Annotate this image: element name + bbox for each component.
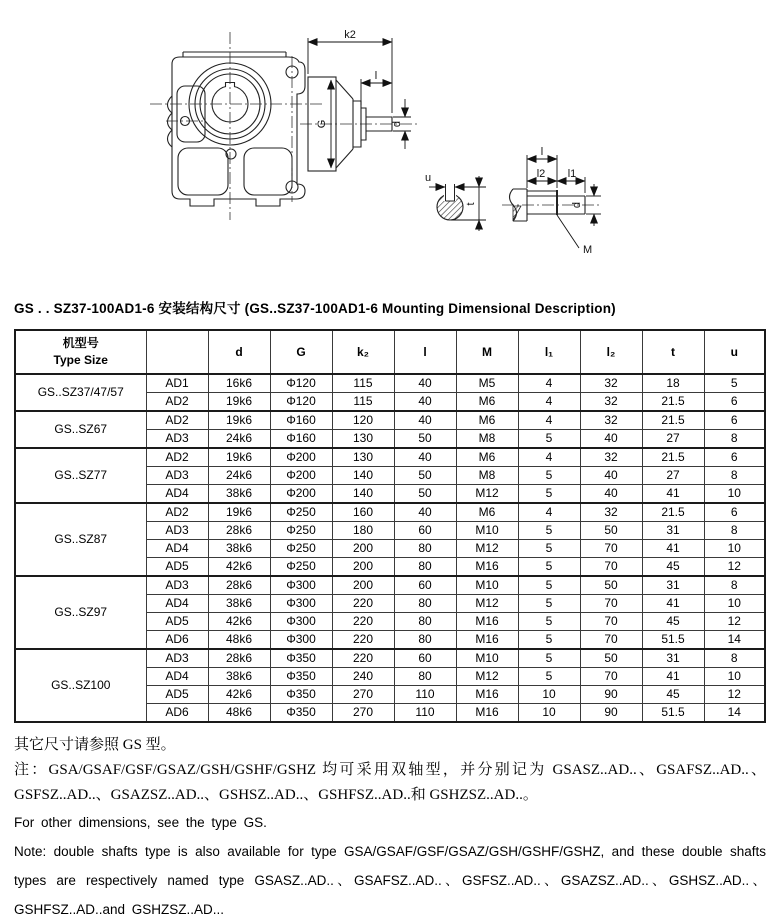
value-cell: 32 bbox=[580, 411, 642, 430]
value-cell: 41 bbox=[642, 540, 704, 558]
value-cell: 8 bbox=[704, 467, 765, 485]
value-cell: Φ350 bbox=[270, 668, 332, 686]
value-cell: AD2 bbox=[146, 448, 208, 467]
value-cell: 240 bbox=[332, 668, 394, 686]
type-size-cell: GS..SZ97 bbox=[15, 576, 146, 649]
value-cell: 28k6 bbox=[208, 649, 270, 668]
value-cell: M12 bbox=[456, 595, 518, 613]
value-cell: AD5 bbox=[146, 613, 208, 631]
value-cell: 5 bbox=[518, 668, 580, 686]
value-cell: Φ300 bbox=[270, 595, 332, 613]
value-cell: M8 bbox=[456, 430, 518, 449]
value-cell: 5 bbox=[518, 522, 580, 540]
main-dimensions bbox=[308, 38, 411, 168]
value-cell: 115 bbox=[332, 393, 394, 412]
value-cell: 24k6 bbox=[208, 430, 270, 449]
value-cell: 38k6 bbox=[208, 668, 270, 686]
value-cell: 60 bbox=[394, 649, 456, 668]
value-cell: 80 bbox=[394, 558, 456, 577]
type-size-cell: GS..SZ87 bbox=[15, 503, 146, 576]
table-row bbox=[15, 448, 765, 467]
column-header: G bbox=[270, 330, 332, 374]
value-cell: 80 bbox=[394, 595, 456, 613]
value-cell: 110 bbox=[394, 704, 456, 723]
value-cell: 18 bbox=[642, 374, 704, 393]
value-cell: 19k6 bbox=[208, 411, 270, 430]
value-cell: M6 bbox=[456, 411, 518, 430]
value-cell: 4 bbox=[518, 411, 580, 430]
value-cell: M5 bbox=[456, 374, 518, 393]
value-cell: M8 bbox=[456, 467, 518, 485]
value-cell: 4 bbox=[518, 448, 580, 467]
value-cell: 4 bbox=[518, 393, 580, 412]
value-cell: 5 bbox=[518, 613, 580, 631]
value-cell: 48k6 bbox=[208, 631, 270, 650]
type-size-cell: GS..SZ67 bbox=[15, 411, 146, 448]
page-title: GS . . SZ37-100AD1-6 安装结构尺寸 (GS..SZ37-100AD1-6 Mounting Dimensional Description) bbox=[14, 301, 616, 316]
dim-label-t: t bbox=[465, 202, 477, 206]
type-size-cell: GS..SZ77 bbox=[15, 448, 146, 503]
table-row bbox=[15, 411, 765, 430]
value-cell: 21.5 bbox=[642, 393, 704, 412]
value-cell: 31 bbox=[642, 576, 704, 595]
value-cell: 24k6 bbox=[208, 467, 270, 485]
blank-header bbox=[146, 330, 208, 374]
gearbox-housing bbox=[168, 52, 306, 206]
value-cell: 110 bbox=[394, 686, 456, 704]
value-cell: 32 bbox=[580, 393, 642, 412]
column-header: t bbox=[642, 330, 704, 374]
value-cell: 70 bbox=[580, 613, 642, 631]
value-cell: 10 bbox=[704, 485, 765, 504]
value-cell: 220 bbox=[332, 613, 394, 631]
value-cell: 80 bbox=[394, 613, 456, 631]
value-cell: Φ200 bbox=[270, 448, 332, 467]
value-cell: 19k6 bbox=[208, 393, 270, 412]
note-cn-line1: 其它尺寸请参照 GS 型。 bbox=[14, 737, 176, 753]
value-cell: 42k6 bbox=[208, 558, 270, 577]
value-cell: 28k6 bbox=[208, 522, 270, 540]
value-cell: 14 bbox=[704, 704, 765, 723]
value-cell: 5 bbox=[518, 595, 580, 613]
value-cell: AD3 bbox=[146, 522, 208, 540]
value-cell: 10 bbox=[704, 595, 765, 613]
value-cell: 42k6 bbox=[208, 686, 270, 704]
value-cell: Φ350 bbox=[270, 686, 332, 704]
value-cell: M12 bbox=[456, 540, 518, 558]
column-header: l₂ bbox=[580, 330, 642, 374]
dim-label-d-detail: d bbox=[571, 201, 583, 209]
value-cell: Φ120 bbox=[270, 393, 332, 412]
table-row bbox=[15, 649, 765, 668]
value-cell: 41 bbox=[642, 485, 704, 504]
value-cell: AD1 bbox=[146, 374, 208, 393]
notes-section bbox=[14, 733, 766, 924]
dim-label-u: u bbox=[424, 172, 432, 184]
value-cell: 8 bbox=[704, 576, 765, 595]
value-cell: 180 bbox=[332, 522, 394, 540]
value-cell: Φ300 bbox=[270, 631, 332, 650]
value-cell: 19k6 bbox=[208, 448, 270, 467]
column-header: k₂ bbox=[332, 330, 394, 374]
shaft-end-detail bbox=[510, 146, 602, 256]
value-cell: 5 bbox=[704, 374, 765, 393]
type-size-header bbox=[15, 330, 146, 374]
value-cell: 4 bbox=[518, 374, 580, 393]
value-cell: 140 bbox=[332, 467, 394, 485]
value-cell: 32 bbox=[580, 448, 642, 467]
value-cell: 80 bbox=[394, 668, 456, 686]
value-cell: M16 bbox=[456, 613, 518, 631]
value-cell: 60 bbox=[394, 522, 456, 540]
value-cell: M16 bbox=[456, 558, 518, 577]
table-row bbox=[15, 374, 765, 393]
value-cell: 80 bbox=[394, 631, 456, 650]
dim-label-l1: l1 bbox=[567, 168, 577, 180]
value-cell: M6 bbox=[456, 448, 518, 467]
value-cell: 200 bbox=[332, 558, 394, 577]
value-cell: 5 bbox=[518, 485, 580, 504]
value-cell: 6 bbox=[704, 393, 765, 412]
value-cell: 8 bbox=[704, 430, 765, 449]
value-cell: 130 bbox=[332, 448, 394, 467]
value-cell: 90 bbox=[580, 704, 642, 723]
value-cell: AD3 bbox=[146, 430, 208, 449]
value-cell: AD6 bbox=[146, 704, 208, 723]
value-cell: 40 bbox=[580, 467, 642, 485]
value-cell: 50 bbox=[394, 467, 456, 485]
value-cell: 140 bbox=[332, 485, 394, 504]
value-cell: Φ250 bbox=[270, 540, 332, 558]
value-cell: 70 bbox=[580, 558, 642, 577]
value-cell: 70 bbox=[580, 595, 642, 613]
value-cell: 5 bbox=[518, 631, 580, 650]
value-cell: 120 bbox=[332, 411, 394, 430]
value-cell: AD3 bbox=[146, 649, 208, 668]
column-header: l₁ bbox=[518, 330, 580, 374]
value-cell: Φ160 bbox=[270, 411, 332, 430]
dim-label-l-detail: l bbox=[540, 146, 544, 158]
value-cell: AD3 bbox=[146, 467, 208, 485]
value-cell: 12 bbox=[704, 613, 765, 631]
value-cell: 27 bbox=[642, 467, 704, 485]
value-cell: 200 bbox=[332, 576, 394, 595]
value-cell: 50 bbox=[580, 522, 642, 540]
type-size-cell: GS..SZ37/47/57 bbox=[15, 374, 146, 411]
value-cell: 220 bbox=[332, 595, 394, 613]
value-cell: M10 bbox=[456, 576, 518, 595]
spec-table-body bbox=[15, 374, 765, 722]
value-cell: Φ300 bbox=[270, 613, 332, 631]
note-cn-note: 注：GSA/GSAF/GSF/GSAZ/GSH/GSHF/GSHZ 均可采用双轴型，并分别记为 GSASZ..AD..、GSAFSZ..AD..、GSFSZ..AD..、GSAZSZ..AD..、GSHSZ..AD..、GSHFSZ..AD..和 GSHZSZ..AD..。 bbox=[14, 762, 766, 803]
table-row bbox=[15, 503, 765, 522]
value-cell: 5 bbox=[518, 467, 580, 485]
value-cell: 38k6 bbox=[208, 595, 270, 613]
value-cell: 10 bbox=[704, 540, 765, 558]
value-cell: Φ250 bbox=[270, 558, 332, 577]
table-header-row bbox=[15, 330, 765, 374]
column-header: u bbox=[704, 330, 765, 374]
value-cell: 19k6 bbox=[208, 503, 270, 522]
value-cell: 10 bbox=[704, 668, 765, 686]
value-cell: 5 bbox=[518, 558, 580, 577]
value-cell: 42k6 bbox=[208, 613, 270, 631]
value-cell: M12 bbox=[456, 485, 518, 504]
note-en-line1: For other dimensions, see the type GS. bbox=[14, 815, 267, 830]
spec-table bbox=[14, 329, 766, 723]
value-cell: 80 bbox=[394, 540, 456, 558]
value-cell: 70 bbox=[580, 631, 642, 650]
value-cell: AD2 bbox=[146, 411, 208, 430]
column-header: M bbox=[456, 330, 518, 374]
value-cell: Φ200 bbox=[270, 485, 332, 504]
value-cell: 220 bbox=[332, 631, 394, 650]
value-cell: AD5 bbox=[146, 558, 208, 577]
value-cell: AD4 bbox=[146, 540, 208, 558]
value-cell: 60 bbox=[394, 576, 456, 595]
value-cell: 10 bbox=[518, 686, 580, 704]
value-cell: AD4 bbox=[146, 485, 208, 504]
value-cell: 90 bbox=[580, 686, 642, 704]
value-cell: 31 bbox=[642, 522, 704, 540]
type-size-cell: GS..SZ100 bbox=[15, 649, 146, 722]
value-cell: AD2 bbox=[146, 393, 208, 412]
value-cell: M6 bbox=[456, 393, 518, 412]
value-cell: Φ300 bbox=[270, 576, 332, 595]
value-cell: 32 bbox=[580, 374, 642, 393]
value-cell: 5 bbox=[518, 430, 580, 449]
value-cell: AD3 bbox=[146, 576, 208, 595]
type-size-header-cn: 机型号 bbox=[62, 336, 99, 350]
value-cell: AD2 bbox=[146, 503, 208, 522]
value-cell: 12 bbox=[704, 558, 765, 577]
value-cell: 32 bbox=[580, 503, 642, 522]
value-cell: 8 bbox=[704, 522, 765, 540]
value-cell: 270 bbox=[332, 686, 394, 704]
value-cell: Φ250 bbox=[270, 522, 332, 540]
value-cell: 40 bbox=[394, 503, 456, 522]
value-cell: 130 bbox=[332, 430, 394, 449]
value-cell: Φ350 bbox=[270, 649, 332, 668]
value-cell: 41 bbox=[642, 668, 704, 686]
value-cell: 40 bbox=[580, 485, 642, 504]
value-cell: 115 bbox=[332, 374, 394, 393]
value-cell: 21.5 bbox=[642, 411, 704, 430]
value-cell: 14 bbox=[704, 631, 765, 650]
value-cell: 45 bbox=[642, 686, 704, 704]
value-cell: M10 bbox=[456, 649, 518, 668]
dim-label-k2: k2 bbox=[344, 29, 356, 41]
value-cell: 51.5 bbox=[642, 704, 704, 723]
value-cell: 160 bbox=[332, 503, 394, 522]
value-cell: 21.5 bbox=[642, 503, 704, 522]
value-cell: 38k6 bbox=[208, 540, 270, 558]
value-cell: 5 bbox=[518, 576, 580, 595]
value-cell: 21.5 bbox=[642, 448, 704, 467]
value-cell: 40 bbox=[394, 374, 456, 393]
note-en-note: Note: double shafts type is also available for type GSA/GSAF/GSF/GSAZ/GSH/GSHF/GSHZ, and these double shafts types are respectively named type GSASZ..AD..、GSAFSZ..AD..、GSFSZ..AD..、GSAZSZ..AD..、GSHSZ..AD..、GSHFSZ..AD..and GSHZSZ..AD... bbox=[14, 844, 766, 917]
value-cell: 50 bbox=[394, 430, 456, 449]
value-cell: 40 bbox=[394, 411, 456, 430]
value-cell: 50 bbox=[394, 485, 456, 504]
value-cell: 45 bbox=[642, 613, 704, 631]
keyway-section-detail bbox=[425, 172, 486, 231]
value-cell: 220 bbox=[332, 649, 394, 668]
value-cell: 41 bbox=[642, 595, 704, 613]
value-cell: AD4 bbox=[146, 668, 208, 686]
value-cell: 8 bbox=[704, 649, 765, 668]
value-cell: M10 bbox=[456, 522, 518, 540]
dim-label-l2: l2 bbox=[536, 168, 546, 180]
value-cell: 40 bbox=[394, 448, 456, 467]
value-cell: 6 bbox=[704, 411, 765, 430]
value-cell: Φ120 bbox=[270, 374, 332, 393]
value-cell: 70 bbox=[580, 540, 642, 558]
value-cell: M16 bbox=[456, 686, 518, 704]
dim-label-d-main: d bbox=[391, 120, 403, 128]
value-cell: 70 bbox=[580, 668, 642, 686]
value-cell: 12 bbox=[704, 686, 765, 704]
value-cell: Φ250 bbox=[270, 503, 332, 522]
value-cell: 16k6 bbox=[208, 374, 270, 393]
column-header: l bbox=[394, 330, 456, 374]
value-cell: 50 bbox=[580, 576, 642, 595]
value-cell: AD5 bbox=[146, 686, 208, 704]
table-row bbox=[15, 576, 765, 595]
dim-label-l-main: l bbox=[374, 70, 378, 82]
dim-label-G: G bbox=[316, 119, 328, 129]
value-cell: 200 bbox=[332, 540, 394, 558]
value-cell: 5 bbox=[518, 649, 580, 668]
value-cell: Φ160 bbox=[270, 430, 332, 449]
value-cell: 51.5 bbox=[642, 631, 704, 650]
value-cell: 40 bbox=[580, 430, 642, 449]
gearbox-drawing bbox=[0, 0, 780, 295]
value-cell: 27 bbox=[642, 430, 704, 449]
value-cell: 45 bbox=[642, 558, 704, 577]
value-cell: Φ350 bbox=[270, 704, 332, 723]
column-header: d bbox=[208, 330, 270, 374]
value-cell: 270 bbox=[332, 704, 394, 723]
value-cell: 48k6 bbox=[208, 704, 270, 723]
value-cell: 40 bbox=[394, 393, 456, 412]
value-cell: 50 bbox=[580, 649, 642, 668]
centerlines bbox=[150, 32, 600, 220]
value-cell: AD4 bbox=[146, 595, 208, 613]
value-cell: 6 bbox=[704, 503, 765, 522]
value-cell: 31 bbox=[642, 649, 704, 668]
value-cell: 6 bbox=[704, 448, 765, 467]
value-cell: M16 bbox=[456, 631, 518, 650]
type-size-header-en: Type Size bbox=[53, 353, 108, 367]
value-cell: 5 bbox=[518, 540, 580, 558]
value-cell: AD6 bbox=[146, 631, 208, 650]
value-cell: 10 bbox=[518, 704, 580, 723]
value-cell: 38k6 bbox=[208, 485, 270, 504]
dim-label-M: M bbox=[583, 244, 593, 256]
value-cell: M12 bbox=[456, 668, 518, 686]
value-cell: M16 bbox=[456, 704, 518, 723]
technical-drawing bbox=[0, 0, 780, 295]
value-cell: Φ200 bbox=[270, 467, 332, 485]
value-cell: M6 bbox=[456, 503, 518, 522]
value-cell: 4 bbox=[518, 503, 580, 522]
value-cell: 28k6 bbox=[208, 576, 270, 595]
